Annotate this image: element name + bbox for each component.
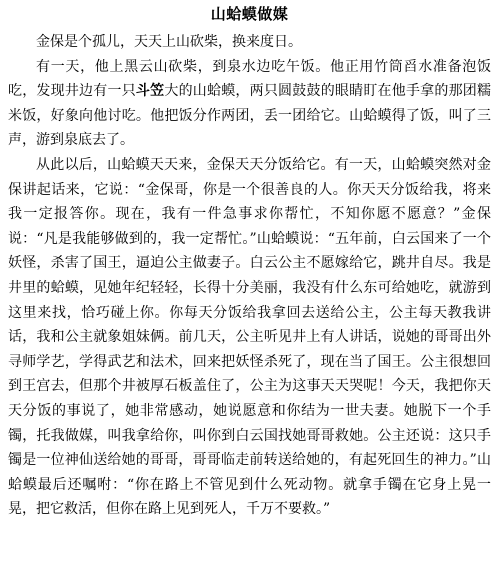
paragraph-1	[8, 30, 491, 55]
paragraph-2-bold-word: 斗笠	[135, 83, 165, 100]
paragraph-3	[8, 153, 491, 522]
paragraph-2-text-after: 大的山蛤蟆，两只圆鼓鼓的眼睛盯在他手拿的那团糯米饭，好象向他讨吃。他把饭分作两团，丢一团给它。山蛤蟆得了饭，叫了三声，游到泉底去了。	[8, 83, 492, 149]
paragraph-3-text: 从此以后，山蛤蟆天天来，金保天天分饭给它。有一天，山蛤蟆突然对金保讲起话来，它说：“金保哥，你是一个很善良的人。你天天分饭给我，将来我一定报答你。现在，我有一件急事求你帮忙，不知你愿不愿意？”金保说：“凡是我能够做到的，我一定帮忙。”山蛤蟆说：“五年前，白云国来了一个妖怪，杀害了国王，逼迫公主做妻子。白云公主不愿嫁给它，跳井自尽。我是井里的蛤蟆，见她年纪轻轻，长得十分美丽，我没有什么东可给她吃，就游到这里来找，恰巧碰上你。你每天分饭给我拿回去送给公主，公主每天教我讲话，我和公主就象姐妹俩。前几天，公主听见井上有人讲话，说她的哥哥出外寻师学艺，学得武艺和法术，回来把妖怪杀死了，现在当了国王。公主很想回到王宫去，但那个井被厚石板盖住了，公主为这事天天哭呢！今天，我把你天天分饭的事说了，她非常感动，她说愿意和你结为一世夫妻。她脱下一个手镯，托我做媒，叫我拿给你，叫你到白云国找她哥哥救她。公主还说：这只手镯是一位神仙送给她的哥哥，哥哥临走前转送给她的，有起死回生的神力。”山蛤蟆最后还嘱咐：“你在路上不管见到什么死动物。就拿手镯在它身上晃一晃，把它救活，但你在路上见到死人，千万不要救。”	[8, 156, 491, 518]
document-title: 山蛤蟆做媒	[210, 5, 289, 23]
paragraph-2	[8, 55, 491, 153]
paragraph-2-text-before: 有一天，他上黑云山砍柴，到泉水边吃午饭。他正用竹筒舀水准备泡饭吃，发现井边有一只	[8, 58, 491, 100]
paragraph-1-text: 金保是个孤儿，天天上山砍柴，换来度日。	[36, 34, 302, 50]
